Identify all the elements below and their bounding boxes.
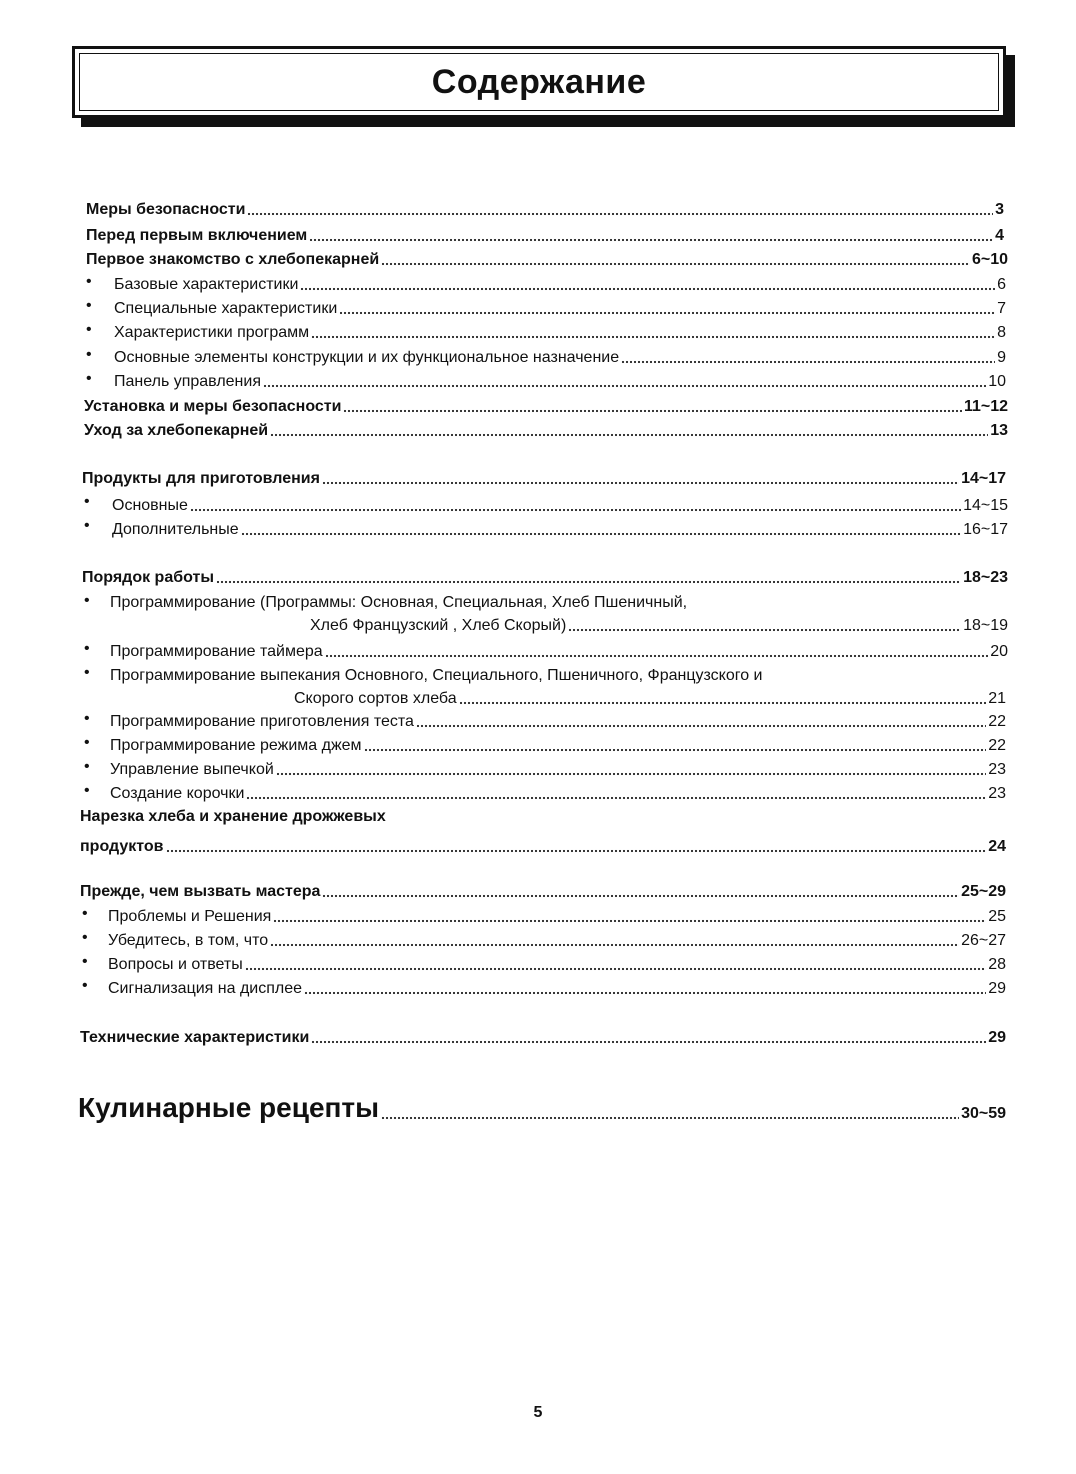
toc-label: Панель управления (114, 373, 261, 390)
toc-page: 18~19 (963, 617, 1008, 634)
toc-page: 29 (988, 980, 1006, 997)
toc-entry-control-panel[interactable] (114, 373, 1006, 391)
toc-label: Базовые характеристики (114, 276, 299, 293)
bullet-icon: • (84, 592, 90, 609)
toc-label: Программирование режима джем (110, 737, 362, 754)
toc-page: 21 (988, 690, 1006, 707)
leader-dots (311, 1030, 986, 1044)
bullet-icon: • (82, 905, 88, 922)
toc-entry-products[interactable] (82, 470, 1006, 488)
toc-page: 26~27 (961, 932, 1006, 949)
toc-page: 28 (988, 956, 1006, 973)
leader-dots (322, 471, 959, 485)
toc-label: Хлеб Французский , Хлеб Скорый) (310, 617, 567, 634)
toc-entry-baking-line1[interactable]: Программирование выпекания Основного, Специального, Пшеничного, Французского и (110, 667, 763, 684)
leader-dots (339, 301, 995, 315)
leader-dots (568, 618, 961, 632)
toc-label: Прежде, чем вызвать мастера (80, 883, 321, 900)
leader-dots (190, 498, 961, 512)
toc-entry-basic-features[interactable] (114, 276, 1006, 294)
leader-dots (270, 933, 959, 947)
toc-page: 6 (997, 276, 1006, 293)
toc-page: 4 (995, 227, 1004, 244)
toc-label: Убедитесь, в том, что (108, 932, 269, 949)
bullet-icon: • (82, 977, 88, 994)
leader-dots (216, 570, 961, 584)
leader-dots (270, 423, 988, 437)
toc-entry-recipes[interactable] (78, 1093, 1006, 1123)
leader-dots (245, 957, 986, 971)
toc-entry-install[interactable] (84, 398, 1008, 416)
leader-dots (322, 884, 959, 898)
title-inner-frame (79, 53, 999, 111)
leader-dots (311, 325, 995, 339)
bullet-icon: • (84, 640, 90, 657)
toc-page: 11~12 (963, 398, 1008, 415)
toc-label: Меры безопасности (86, 201, 246, 218)
toc-entry-make-sure[interactable] (108, 932, 1006, 950)
toc-label: Технические характеристики (80, 1029, 310, 1046)
toc-label: Проблемы и Решения (108, 908, 272, 925)
toc-entry-basic-products[interactable] (112, 497, 1008, 515)
toc-page: 30~59 (961, 1105, 1006, 1122)
toc-page: 22 (988, 737, 1006, 754)
toc-page: 24 (988, 838, 1006, 855)
leader-dots (459, 691, 987, 705)
toc-page: 6~10 (971, 251, 1008, 268)
title-frame (72, 46, 1006, 118)
leader-dots (300, 277, 995, 291)
bullet-icon: • (86, 273, 92, 290)
toc-entry-faq[interactable] (108, 956, 1006, 974)
toc-label: Порядок работы (82, 569, 214, 586)
toc-entry-main-elements[interactable] (114, 349, 1006, 367)
page-number: 5 (533, 1404, 543, 1421)
toc-label: Программирование таймера (110, 643, 323, 660)
toc-label: Уход за хлебопекарней (84, 422, 269, 439)
toc-page: 13 (990, 422, 1008, 439)
toc-entry-baking[interactable] (294, 690, 1006, 708)
toc-label: Дополнительные (112, 521, 239, 538)
toc-label: Основные (112, 497, 188, 514)
toc-entry-baking-control[interactable] (110, 761, 1006, 779)
toc-entry-operation[interactable] (82, 569, 1008, 587)
toc-label: Специальные характеристики (114, 300, 338, 317)
toc-entry-special-features[interactable] (114, 300, 1006, 318)
bullet-icon: • (84, 710, 90, 727)
leader-dots (273, 909, 986, 923)
bullet-icon: • (86, 346, 92, 363)
leader-dots (309, 228, 993, 242)
bullet-icon: • (86, 370, 92, 387)
toc-label: продуктов (80, 838, 164, 855)
toc-entry-jam[interactable] (110, 737, 1006, 755)
toc-entry-dough[interactable] (110, 713, 1006, 731)
toc-entry-display-signals[interactable] (108, 980, 1006, 998)
toc-label: Основные элементы конструкции и их функциональное назначение (114, 349, 620, 366)
toc-label: Кулинарные рецепты (78, 1092, 380, 1123)
leader-dots (364, 738, 987, 752)
toc-page: 10 (988, 373, 1006, 390)
toc-entry-slicing[interactable] (80, 838, 1006, 856)
toc-label: Перед первым включением (86, 227, 308, 244)
toc-entry-safety[interactable] (86, 201, 1004, 219)
leader-dots (263, 374, 986, 388)
bullet-icon: • (84, 664, 90, 681)
bullet-icon: • (84, 782, 90, 799)
bullet-icon: • (84, 517, 90, 534)
toc-page: 8 (997, 324, 1006, 341)
toc-page: 23 (988, 785, 1006, 802)
leader-dots (276, 762, 986, 776)
leader-dots (247, 202, 993, 216)
toc-entry-problems[interactable] (108, 908, 1006, 926)
leader-dots (166, 839, 987, 853)
toc-page: 29 (988, 1029, 1006, 1046)
toc-label: Установка и меры безопасности (84, 398, 342, 415)
leader-dots (246, 786, 986, 800)
toc-entry-intro[interactable] (86, 251, 1008, 269)
toc-entry-programming[interactable] (310, 617, 1008, 635)
toc-page: 14~17 (961, 470, 1006, 487)
toc-page: 23 (988, 761, 1006, 778)
toc-page: 20 (990, 643, 1008, 660)
bullet-icon: • (82, 929, 88, 946)
toc-page: 16~17 (963, 521, 1008, 538)
toc-page: 25 (988, 908, 1006, 925)
bullet-icon: • (84, 734, 90, 751)
leader-dots (416, 714, 986, 728)
toc-label: Управление выпечкой (110, 761, 274, 778)
toc-page: 14~15 (963, 497, 1008, 514)
toc-page: 25~29 (961, 883, 1006, 900)
toc-label: Сигнализация на дисплее (108, 980, 303, 997)
toc-entry-program-features[interactable] (114, 324, 1006, 342)
toc-entry-slicing-line1[interactable]: Нарезка хлеба и хранение дрожжевых (80, 808, 386, 825)
toc-entry-service[interactable] (80, 883, 1006, 901)
toc-label: Скорого сортов хлеба (294, 690, 457, 707)
toc-page: 7 (997, 300, 1006, 317)
toc-label: Характеристики программ (114, 324, 310, 341)
toc-label: Продукты для приготовления (82, 470, 320, 487)
toc-entry-specs[interactable] (80, 1029, 1006, 1047)
toc-entry-crust[interactable] (110, 785, 1006, 803)
toc-label: Программирование приготовления теста (110, 713, 414, 730)
toc-page: 3 (995, 201, 1004, 218)
toc-page: 18~23 (963, 569, 1008, 586)
bullet-icon: • (84, 758, 90, 775)
toc-label: Создание корочки (110, 785, 245, 802)
toc-entry-care[interactable] (84, 422, 1008, 440)
leader-dots (621, 350, 995, 364)
leader-dots (241, 522, 961, 536)
toc-label: Вопросы и ответы (108, 956, 243, 973)
toc-page: 9 (997, 349, 1006, 366)
toc-entry-programming-line1[interactable]: Программирование (Программы: Основная, Специальная, Хлеб Пшеничный, (110, 594, 688, 611)
toc-entry-additional-products[interactable] (112, 521, 1008, 539)
leader-dots (325, 644, 989, 658)
leader-dots (381, 252, 970, 266)
toc-entry-timer[interactable] (110, 643, 1008, 661)
page-title: Содержание (431, 62, 647, 101)
toc-label: Первое знакомство с хлебопекарней (86, 251, 380, 268)
leader-dots (343, 399, 961, 413)
bullet-icon: • (86, 297, 92, 314)
toc-page: 22 (988, 713, 1006, 730)
bullet-icon: • (82, 953, 88, 970)
leader-dots (381, 1106, 959, 1120)
bullet-icon: • (86, 321, 92, 338)
leader-dots (304, 981, 986, 995)
toc-entry-first-use[interactable] (86, 227, 1004, 245)
bullet-icon: • (84, 493, 90, 510)
